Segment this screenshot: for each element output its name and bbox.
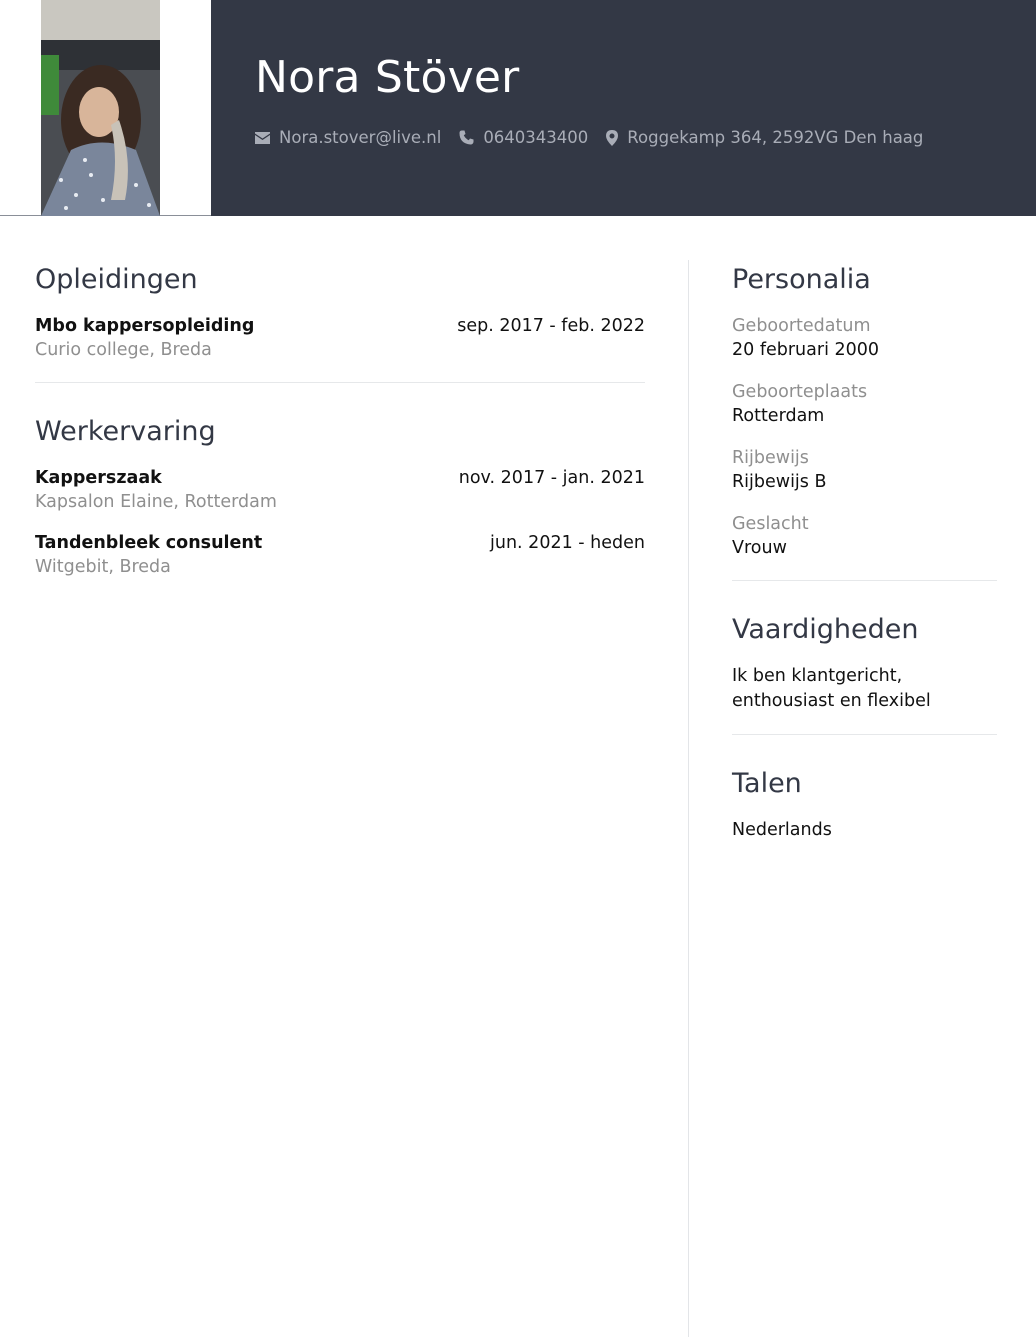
field-label: Geslacht [732,514,809,534]
personal-field [732,512,997,560]
contact-info [255,128,941,147]
resume-header [0,0,1036,216]
sidebar-column [732,262,997,843]
experience-title: Werkervaring [35,416,216,447]
languages-section [732,766,997,843]
languages-title: Talen [732,768,802,799]
section-divider [732,734,997,735]
experience-entry [35,531,645,579]
field-value: 20 februari 2000 [732,340,880,360]
profile-photo [41,0,160,216]
skills-text: Ik ben klantgericht, enthousiast en flexibel [732,666,931,711]
field-value: Rotterdam [732,406,825,426]
header-band [211,0,1036,216]
experience-entry-title: Kapperszaak [35,468,162,488]
contact-phone [459,128,588,147]
field-value: Rijbewijs B [732,472,827,492]
section-divider [35,382,645,383]
experience-entry-employer: Kapsalon Elaine, Rotterdam [35,492,277,512]
profile-photo-image [41,0,160,216]
field-label: Geboortedatum [732,316,871,336]
contact-email [255,128,441,147]
skills-section [732,612,997,714]
address-text: Roggekamp 364, 2592VG Den haag [627,128,924,147]
column-divider [688,260,689,1337]
map-marker-icon [606,130,618,146]
education-entry [35,314,645,362]
experience-section [35,414,645,579]
main-column [35,262,645,596]
personal-field [732,446,997,494]
education-entry-institution: Curio college, Breda [35,340,212,360]
education-entry-date: sep. 2017 - feb. 2022 [457,316,645,336]
experience-entry [35,466,645,514]
field-value: Vrouw [732,538,787,558]
experience-entry-employer: Witgebit, Breda [35,557,171,577]
experience-entry-date: nov. 2017 - jan. 2021 [458,468,645,488]
languages-text: Nederlands [732,820,832,840]
personal-field [732,380,997,428]
field-label: Rijbewijs [732,448,809,468]
email-text: Nora.stover@live.nl [279,128,442,147]
phone-text: 0640343400 [483,128,589,147]
education-section [35,262,645,362]
photo-frame [0,0,211,216]
contact-address [606,128,923,147]
skills-title: Vaardigheden [732,614,919,645]
experience-entry-title: Tandenbleek consulent [35,533,263,553]
personal-section [732,262,997,560]
personal-title: Personalia [732,264,871,295]
personal-field [732,314,997,362]
section-divider [732,580,997,581]
envelope-icon [255,132,270,144]
phone-icon [459,130,474,145]
person-name: Nora Stöver [255,52,520,103]
experience-entry-date: jun. 2021 - heden [490,533,645,553]
field-label: Geboorteplaats [732,382,868,402]
education-entry-title: Mbo kappersopleiding [35,316,255,336]
education-title: Opleidingen [35,264,198,295]
